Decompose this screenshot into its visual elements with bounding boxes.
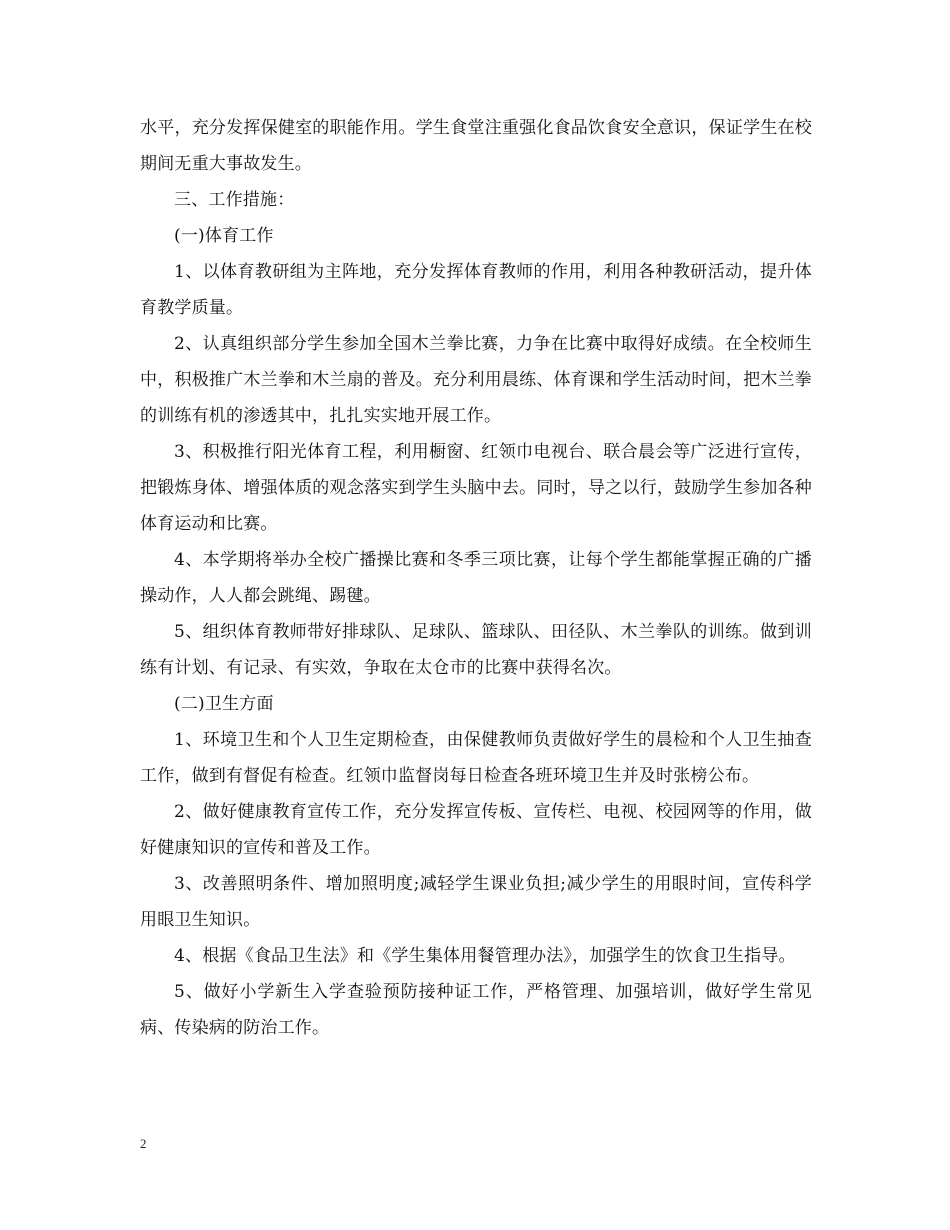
hygiene-item-1: 1、环境卫生和个人卫生定期检查，由保健教师负责做好学生的晨检和个人卫生抽查工作，做到有督促有检查。红领巾监督岗每日检查各班环境卫生并及时张榜公布。 [140,730,812,786]
sports-item-3: 3、积极推行阳光体育工程，利用橱窗、红领巾电视台、联合晨会等广泛进行宣传，把锻炼身体、增强体质的观念落实到学生头脑中去。同时，导之以行，鼓励学生参加各种体育运动和比赛。 [140,442,812,534]
sports-item-5: 5、组织体育教师带好排球队、足球队、篮球队、田径队、木兰拳队的训练。做到训练有计划、有记录、有实效，争取在太仓市的比赛中获得名次。 [140,622,812,678]
subsection-heading-sports: (一)体育工作 [174,226,274,246]
sports-item-2: 2、认真组织部分学生参加全国木兰拳比赛，力争在比赛中取得好成绩。在全校师生中，积极推广木兰拳和木兰扇的普及。充分利用晨练、体育课和学生活动时间，把木兰拳的训练有机的渗透其中，扎扎实实地开展工作。 [140,334,812,426]
paragraph-continuation: 水平，充分发挥保健室的职能作用。学生食堂注重强化食品饮食安全意识，保证学生在校期间无重大事故发生。 [140,118,812,174]
hygiene-item-5: 5、做好小学新生入学查验预防接种证工作，严格管理、加强培训，做好学生常见病、传染病的防治工作。 [140,982,812,1038]
hygiene-item-3: 3、改善照明条件、增加照明度;减轻学生课业负担;减少学生的用眼时间，宣传科学用眼卫生知识。 [140,874,812,930]
sports-item-4: 4、本学期将举办全校广播操比赛和冬季三项比赛，让每个学生都能掌握正确的广播操动作，人人都会跳绳、踢毽。 [140,550,812,606]
hygiene-item-2: 2、做好健康教育宣传工作，充分发挥宣传板、宣传栏、电视、校园网等的作用，做好健康知识的宣传和普及工作。 [140,802,812,858]
hygiene-item-4: 4、根据《食品卫生法》和《学生集体用餐管理办法》，加强学生的饮食卫生指导。 [174,946,796,966]
subsection-heading-hygiene: (二)卫生方面 [174,694,274,714]
sports-item-1: 1、以体育教研组为主阵地，充分发挥体育教师的作用，利用各种教研活动，提升体育教学质量。 [140,262,812,318]
document-body [140,110,812,1046]
section-heading-measures: 三、工作措施： [174,190,295,210]
page-number: 2 [140,1136,147,1151]
